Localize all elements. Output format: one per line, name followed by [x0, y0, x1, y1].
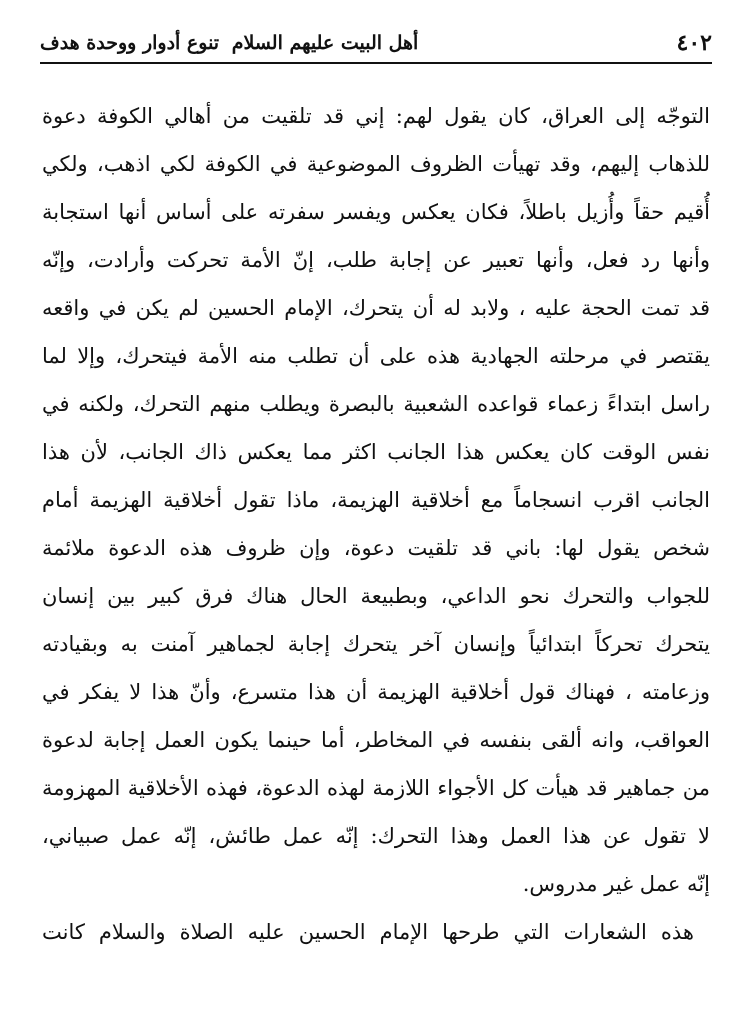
text-line: يقتصر في مرحلته الجهادية هذه على أن تطلب منه الأمة فيتحرك، وإلا لما [42, 344, 710, 368]
running-title-sub: تنوع أدوار ووحدة هدف [40, 32, 220, 54]
text-line: العواقب، وانه ألقى بنفسه في المخاطر، أما حينما يكون العمل إجابة لدعوة [42, 728, 710, 752]
text-line: للذهاب إليهم، وقد تهيأت الظروف الموضوعية في الكوفة لكي اذهب، ولكي [42, 152, 710, 176]
header-divider [40, 62, 712, 64]
text-line: يتحرك تحركاً ابتدائياً وإنسان آخر يتحرك إجابة لجماهير آمنت به وبقيادته [42, 632, 710, 656]
running-title-main: أهل البيت عليهم السلام [231, 32, 419, 54]
text-line: من جماهير قد هيأت كل الأجواء اللازمة لهذه الدعوة، فهذه الأخلاقية المهزومة [42, 776, 710, 800]
text-line: وزعامته ، فهناك قول أخلاقية الهزيمة أن هذا متسرع، وأنّ هذا لا يفكر في [42, 680, 710, 704]
text-line: نفس الوقت كان يعكس هذا الجانب اكثر مما يعكس ذاك الجانب، لأن هذا [42, 440, 710, 464]
text-line: راسل ابتداءً زعماء قواعده الشعبية بالبصرة ويطلب منهم التحرك، ولكنه في [42, 392, 710, 416]
text-line: لا تقول عن هذا العمل وهذا التحرك: إنّه عمل طائش، إنّه عمل صبياني، [42, 824, 710, 848]
text-line: للجواب والتحرك نحو الداعي، وبطبيعة الحال هناك فرق كبير بين إنسان [42, 584, 710, 608]
text-line: شخص يقول لها: باني قد تلقيت دعوة، وإن ظروف هذه الدعوة ملائمة [42, 536, 710, 560]
running-title [40, 32, 418, 54]
text-line: إنّه عمل غير مدروس. [522, 872, 710, 896]
text-line: قد تمت الحجة عليه ، ولابد له أن يتحرك، الإمام الحسين لم يكن في واقعه [42, 296, 710, 320]
body-text [42, 92, 710, 956]
page-header [40, 26, 712, 62]
text-line: التوجّه إلى العراق، كان يقول لهم: إني قد تلقيت من أهالي الكوفة دعوة [42, 104, 710, 128]
text-line: هذه الشعارات التي طرحها الإمام الحسين عليه الصلاة والسلام كانت [42, 920, 694, 944]
text-line: أُقيم حقاً وأُزيل باطلاً، فكان يعكس ويفسر سفرته على أساس أنها استجابة [42, 200, 710, 224]
text-line: الجانب اقرب انسجاماً مع أخلاقية الهزيمة، ماذا تقول أخلاقية الهزيمة أمام [42, 488, 710, 512]
page-number: ٤٠٢ [676, 30, 712, 56]
text-line: وأنها رد فعل، وأنها تعبير عن إجابة طلب، إنّ الأمة تحركت وأرادت، وإنّه [42, 248, 710, 272]
